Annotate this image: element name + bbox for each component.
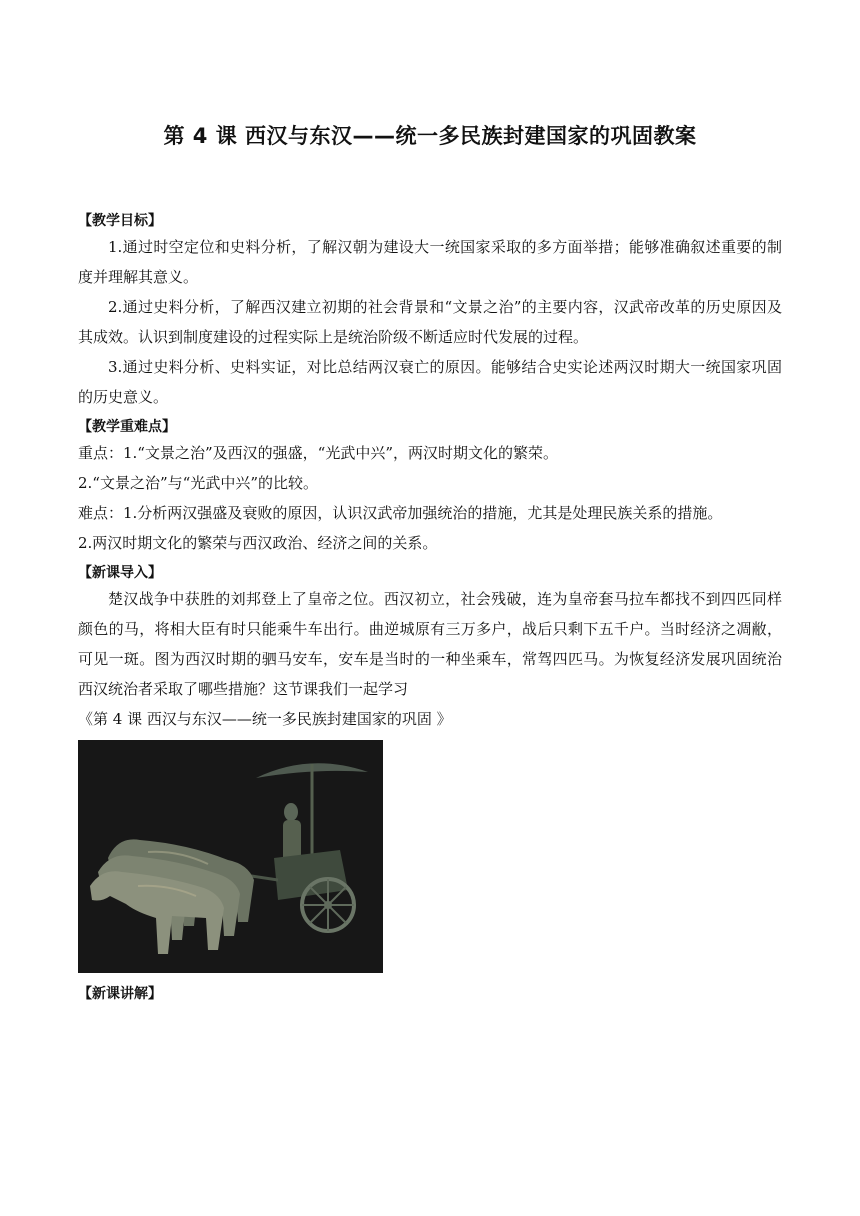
lecture-heading: 【新课讲解】 <box>78 986 162 1002</box>
document-body <box>78 210 782 1005</box>
key-point-line-2: 2.“文景之治”与“光武中兴”的比较。 <box>78 474 318 492</box>
intro-heading: 【新课导入】 <box>78 565 162 581</box>
intro-paragraph: 楚汉战争中获胜的刘邦登上了皇帝之位。西汉初立，社会残破，连为皇帝套马拉车都找不到四匹同样颜色的马，将相大臣有时只能乘牛车出行。曲逆城原有三万多户，战后只剩下五千户。当时经济之凋敝，可见一斑。图为西汉时期的驷马安车，安车是当时的一种坐乘车，常驾四匹马。为恢复经济发展巩固统治西汉统治者采取了哪些措施？这节课我们一起学习 <box>78 590 782 698</box>
key-point-line-1: 重点：1.“文景之治”及西汉的强盛，“光武中兴”，两汉时期文化的繁荣。 <box>78 444 558 462</box>
objective-item-1: 1.通过时空定位和史料分析，了解汉朝为建设大一统国家采取的多方面举措；能够准确叙述重要的制度并理解其意义。 <box>78 238 782 286</box>
chariot-image <box>78 740 383 973</box>
objective-item-3: 3.通过史料分析、史料实证，对比总结两汉衰亡的原因。能够结合史实论述两汉时期大一统国家巩固的历史意义。 <box>78 358 782 406</box>
objectives-heading: 【教学目标】 <box>78 213 162 229</box>
difficulty-line-1: 难点：1.分析两汉强盛及衰败的原因，认识汉武帝加强统治的措施，尤其是处理民族关系的措施。 <box>78 504 723 522</box>
difficulty-line-2: 2.两汉时期文化的繁荣与西汉政治、经济之间的关系。 <box>78 534 438 552</box>
page-title: 第 4 课 西汉与东汉——统一多民族封建国家的巩固教案 <box>163 124 697 148</box>
lesson-reference: 《第 4 课 西汉与东汉——统一多民族封建国家的巩固 》 <box>78 710 452 728</box>
objective-item-2: 2.通过史料分析，了解西汉建立初期的社会背景和“文景之治”的主要内容，汉武帝改革的历史原因及其成效。认识到制度建设的过程实际上是统治阶级不断适应时代发展的过程。 <box>78 298 782 346</box>
key-points-heading: 【教学重难点】 <box>78 419 176 435</box>
